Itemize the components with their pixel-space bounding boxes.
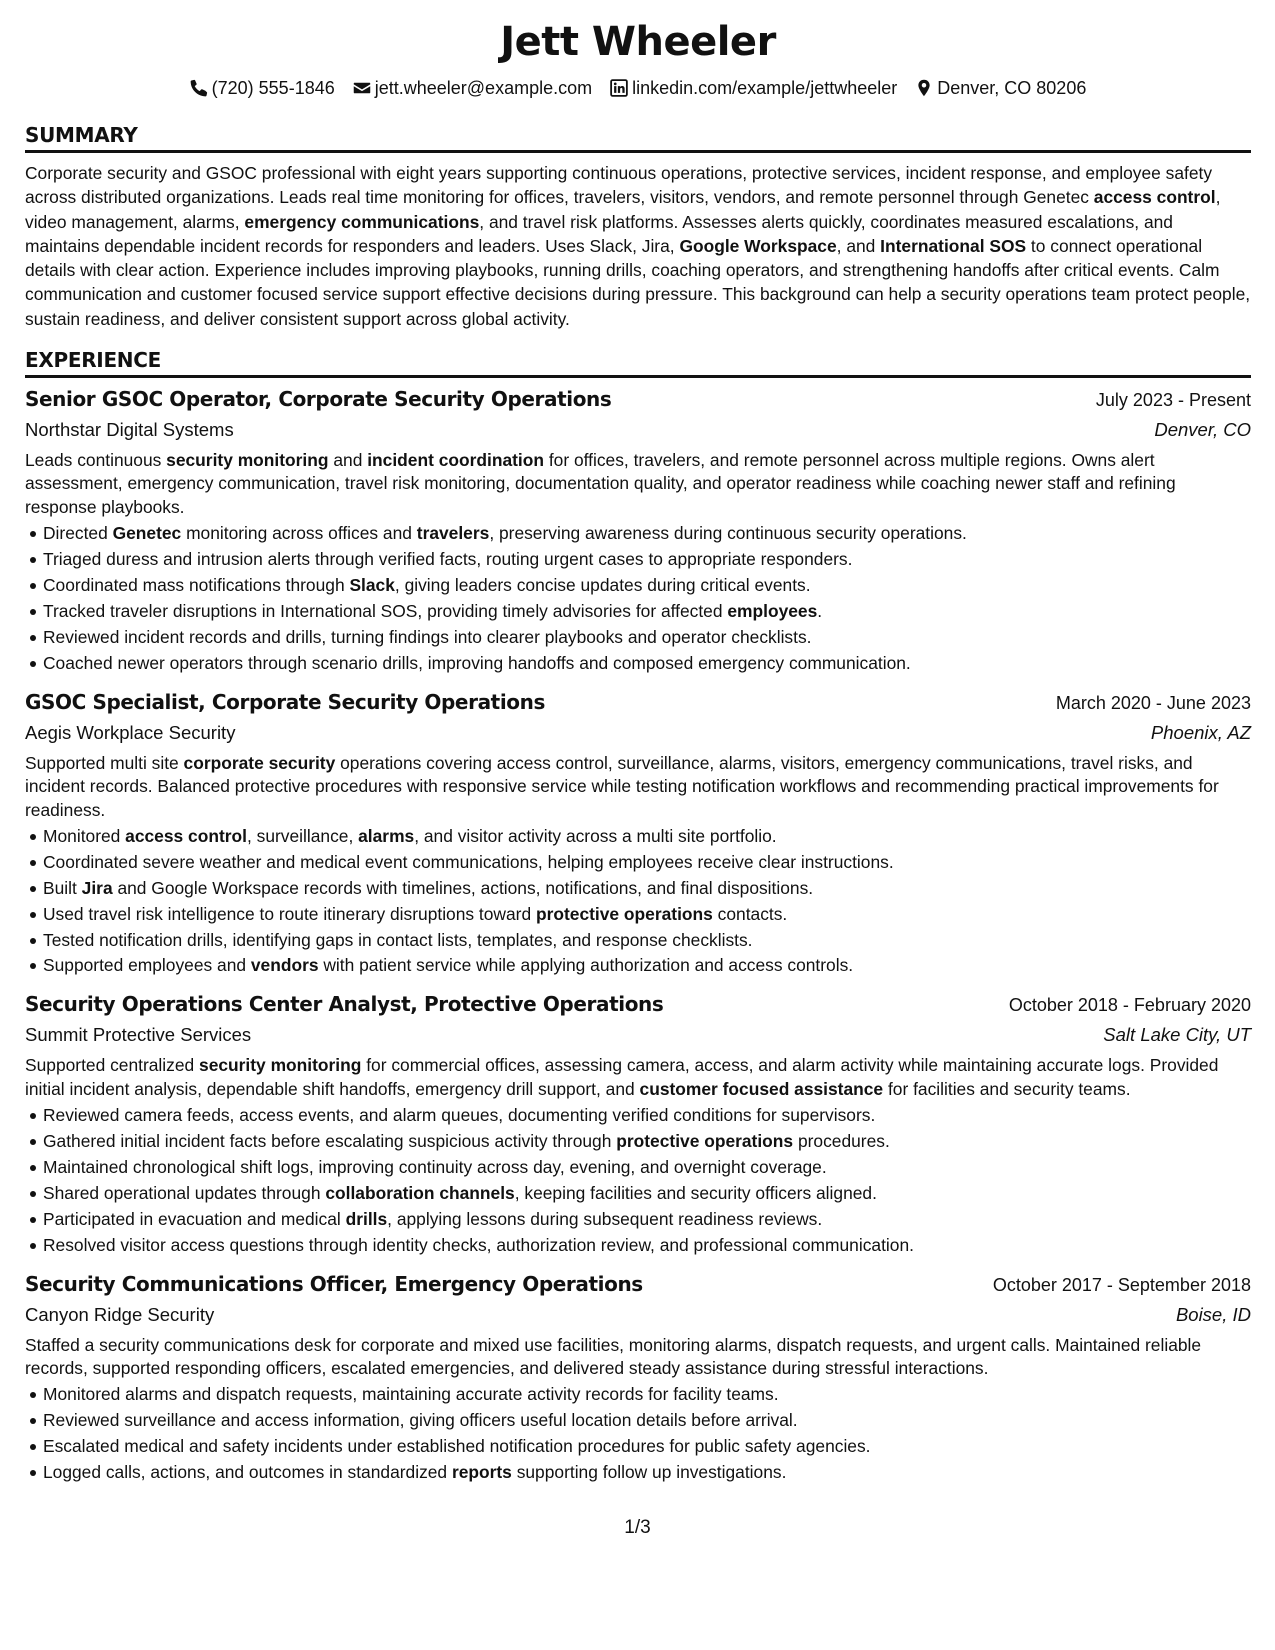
bold-keyword: corporate security: [183, 752, 336, 773]
job-location: Boise, ID: [1175, 1303, 1251, 1325]
text-run: , keeping facilities and security officers aligned.: [514, 1182, 877, 1203]
job-bullets: [25, 1103, 1251, 1258]
job-bullets: [25, 824, 1251, 979]
text-run: , and: [836, 235, 881, 256]
linkedin-icon: [610, 79, 628, 97]
job-location: Salt Lake City, UT: [1103, 1024, 1251, 1046]
bold-keyword: Slack: [349, 575, 395, 596]
job-dates: October 2017 - September 2018: [992, 1274, 1251, 1295]
bold-keyword: travelers: [416, 523, 490, 544]
linkedin-url[interactable]: linkedin.com/example/jettwheeler: [632, 78, 898, 98]
text-run: to connect operational details with clear action. Experience includes improving playbooks, running drills, coaching operators, and strengthening handoffs after critical events. Calm communication and customer focused service support effective decisions during pressure. This background can help a security operations team protect people, sustain readiness, and deliver consistent support across global activity.: [25, 235, 1251, 329]
bullet-item: [43, 625, 1251, 651]
job-dates: March 2020 - June 2023: [1055, 692, 1251, 713]
bold-keyword: International SOS: [880, 235, 1027, 256]
map-pin-icon: [915, 79, 933, 97]
contact-linkedin[interactable]: [610, 76, 897, 100]
text-run: , and travel risk platforms. Assesses alerts quickly, coordinates measured escalations, and maintains dependable incident records for responders and leaders. Uses Slack, Jira,: [25, 211, 1173, 256]
text-run: Coached newer operators through scenario drills, improving handoffs and composed emergency communication.: [43, 652, 911, 673]
bold-keyword: Jira: [81, 877, 113, 898]
bold-keyword: vendors: [250, 955, 319, 976]
bold-keyword: drills: [345, 1208, 388, 1229]
bullet-item: [43, 1460, 1251, 1486]
bold-keyword: protective operations: [535, 903, 713, 924]
text-run: , applying lessons during subsequent readiness reviews.: [387, 1208, 823, 1229]
text-run: operations covering access control, surveillance, alarms, visitors, emergency communications, travel risks, and incident records. Balanced protective procedures with responsive service while testing notification workflows and recommending practical improvements for readiness.: [25, 752, 1219, 820]
job-description: [25, 1054, 1251, 1101]
bold-keyword: Google Workspace: [679, 235, 837, 256]
bold-keyword: employees: [727, 601, 818, 622]
job-title: Security Communications Officer, Emergency Operations: [25, 1271, 643, 1296]
text-run: monitoring across offices and: [181, 523, 417, 544]
bullet-item: [43, 953, 1251, 979]
text-run: Tracked traveler disruptions in International SOS, providing timely advisories for affected: [43, 601, 728, 622]
text-run: Staffed a security communications desk for corporate and mixed use facilities, monitoring alarms, dispatch requests, and urgent calls. Maintained reliable records, supported responding officers, escalated emergencies, and delivered steady assistance during stressful interactions.: [25, 1334, 1202, 1379]
bullet-item: [43, 573, 1251, 599]
bullet-item: [43, 1103, 1251, 1129]
text-run: contacts.: [712, 903, 788, 924]
bold-keyword: security monitoring: [199, 1055, 362, 1076]
job-entry: [25, 687, 1251, 980]
bold-keyword: security monitoring: [166, 450, 329, 471]
text-run: Gathered initial incident facts before escalating suspicious activity through: [43, 1131, 617, 1152]
text-run: Supported centralized: [25, 1055, 200, 1076]
text-run: Supported employees and: [43, 955, 251, 976]
job-description: [25, 752, 1251, 822]
contact-email[interactable]: [353, 76, 592, 100]
location-text: Denver, CO 80206: [937, 78, 1087, 98]
text-run: Triaged duress and intrusion alerts through verified facts, routing urgent cases to appropriate responders.: [43, 549, 853, 570]
bold-keyword: reports: [451, 1462, 512, 1483]
email-address[interactable]: jett.wheeler@example.com: [374, 78, 593, 98]
text-run: Built: [43, 877, 82, 898]
contact-location: [915, 76, 1086, 100]
company-name: Aegis Workplace Security: [25, 721, 236, 743]
text-run: Monitored alarms and dispatch requests, maintaining accurate activity records for facility teams.: [43, 1384, 779, 1405]
text-run: Coordinated mass notifications through: [43, 575, 350, 596]
text-run: Shared operational updates through: [43, 1182, 326, 1203]
text-run: for commercial offices, assessing camera, access, and alarm activity while maintaining accurate logs. Provided initial incident analysis, dependable shift handoffs, emergency drill support, and: [25, 1055, 1219, 1099]
phone-icon: [190, 79, 208, 97]
candidate-name: Jett Wheeler: [500, 19, 776, 65]
text-run: supporting follow up investigations.: [511, 1462, 787, 1483]
text-run: Escalated medical and safety incidents under established notification procedures for public safety agencies.: [43, 1436, 871, 1457]
text-run: Logged calls, actions, and outcomes in standardized: [43, 1462, 452, 1483]
text-run: , and visitor activity across a multi site portfolio.: [414, 825, 777, 846]
experience-heading: EXPERIENCE: [25, 347, 1251, 378]
bold-keyword: protective operations: [616, 1131, 794, 1152]
bullet-item: [43, 547, 1251, 573]
text-run: Directed: [43, 523, 113, 544]
text-run: , giving leaders concise updates during critical events.: [394, 575, 811, 596]
text-run: Reviewed incident records and drills, turning findings into clearer playbooks and operator checklists.: [43, 626, 812, 647]
bullet-item: [43, 1233, 1251, 1259]
resume-page: [25, 18, 1251, 1486]
bullet-item: [43, 599, 1251, 625]
job-entry: [25, 989, 1251, 1258]
bullet-item: [43, 876, 1251, 902]
bullet-item: [43, 1155, 1251, 1181]
bold-keyword: collaboration channels: [325, 1182, 515, 1203]
job-location: Denver, CO: [1154, 419, 1251, 441]
job-entry: [25, 1269, 1251, 1486]
company-name: Canyon Ridge Security: [25, 1303, 215, 1325]
page-number: 1/3: [624, 1517, 651, 1538]
company-name: Northstar Digital Systems: [25, 419, 234, 441]
job-title: Security Operations Center Analyst, Protective Operations: [25, 992, 664, 1017]
bullet-item: [43, 1382, 1251, 1408]
experience-section: [25, 347, 1251, 1486]
envelope-icon: [353, 79, 371, 97]
job-title: Senior GSOC Operator, Corporate Security Operations: [25, 387, 612, 412]
text-run: Leads continuous: [25, 450, 167, 471]
text-run: Used travel risk intelligence to route itinerary disruptions toward: [43, 903, 536, 924]
phone-number: (720) 555-1846: [211, 78, 335, 98]
text-run: for facilities and security teams.: [883, 1078, 1131, 1099]
text-run: Reviewed camera feeds, access events, and alarm queues, documenting verified conditions for supervisors.: [43, 1105, 876, 1126]
bullet-item: [43, 824, 1251, 850]
bullet-item: [43, 902, 1251, 928]
job-bullets: [25, 521, 1251, 676]
summary-section: [25, 122, 1251, 331]
contact-phone: [190, 76, 335, 100]
job-title: GSOC Specialist, Corporate Security Operations: [25, 689, 545, 714]
bold-keyword: Genetec: [112, 523, 182, 544]
text-run: .: [817, 601, 823, 622]
bold-keyword: customer focused assistance: [639, 1078, 884, 1099]
bullet-item: [43, 928, 1251, 954]
company-name: Summit Protective Services: [25, 1024, 252, 1046]
summary-text: [25, 161, 1251, 331]
text-run: and: [328, 450, 368, 471]
text-run: Monitored: [43, 825, 126, 846]
text-run: , preserving awareness during continuous security operations.: [489, 523, 967, 544]
text-run: procedures.: [793, 1131, 890, 1152]
bullet-item: [43, 1181, 1251, 1207]
job-dates: July 2023 - Present: [1095, 390, 1251, 411]
text-run: with patient service while applying authorization and access controls.: [318, 955, 854, 976]
text-run: Reviewed surveillance and access information, giving officers useful location details before arrival.: [43, 1410, 798, 1431]
text-run: Tested notification drills, identifying gaps in contact lists, templates, and response checklists.: [43, 929, 753, 950]
bold-keyword: access control: [1093, 187, 1216, 208]
job-entry: [25, 384, 1251, 677]
bullet-item: [43, 651, 1251, 677]
text-run: Maintained chronological shift logs, improving continuity across day, evening, and overnight coverage.: [43, 1157, 827, 1178]
bold-keyword: incident coordination: [367, 450, 545, 471]
text-run: Corporate security and GSOC professional with eight years supporting continuous operations, protective services, incident response, and employee safety across distributed organizations. Leads real time monitoring for offices, travelers, visitors, vendors, and remote personnel through Genetec: [25, 163, 1213, 208]
text-run: , video management, alarms,: [25, 187, 1221, 232]
text-run: for offices, travelers, and remote personnel across multiple regions. Owns alert assessment, emergency communication, travel risk monitoring, documentation quality, and operator readiness while coaching newer staff and refining response playbooks.: [25, 450, 1176, 517]
text-run: Resolved visitor access questions through identity checks, authorization review, and professional communication.: [43, 1234, 914, 1255]
job-location: Phoenix, AZ: [1150, 721, 1251, 743]
text-run: and Google Workspace records with timelines, actions, notifications, and final dispositions.: [112, 877, 814, 898]
job-bullets: [25, 1382, 1251, 1486]
bullet-item: [43, 1129, 1251, 1155]
bullet-item: [43, 1434, 1251, 1460]
bold-keyword: emergency communications: [244, 211, 480, 232]
job-description: [25, 449, 1251, 519]
bullet-item: [43, 521, 1251, 547]
job-description: [25, 1334, 1251, 1381]
summary-heading: SUMMARY: [25, 122, 1251, 153]
bullet-item: [43, 850, 1251, 876]
text-run: Coordinated severe weather and medical event communications, helping employees receive clear instructions.: [43, 851, 894, 872]
bullet-item: [43, 1207, 1251, 1233]
text-run: , surveillance,: [246, 825, 359, 846]
job-dates: October 2018 - February 2020: [1008, 995, 1251, 1016]
text-run: Supported multi site: [25, 752, 184, 773]
bold-keyword: alarms: [358, 825, 415, 846]
contact-bar: [25, 76, 1251, 100]
bold-keyword: access control: [125, 825, 247, 846]
bullet-item: [43, 1408, 1251, 1434]
text-run: Participated in evacuation and medical: [43, 1208, 346, 1229]
